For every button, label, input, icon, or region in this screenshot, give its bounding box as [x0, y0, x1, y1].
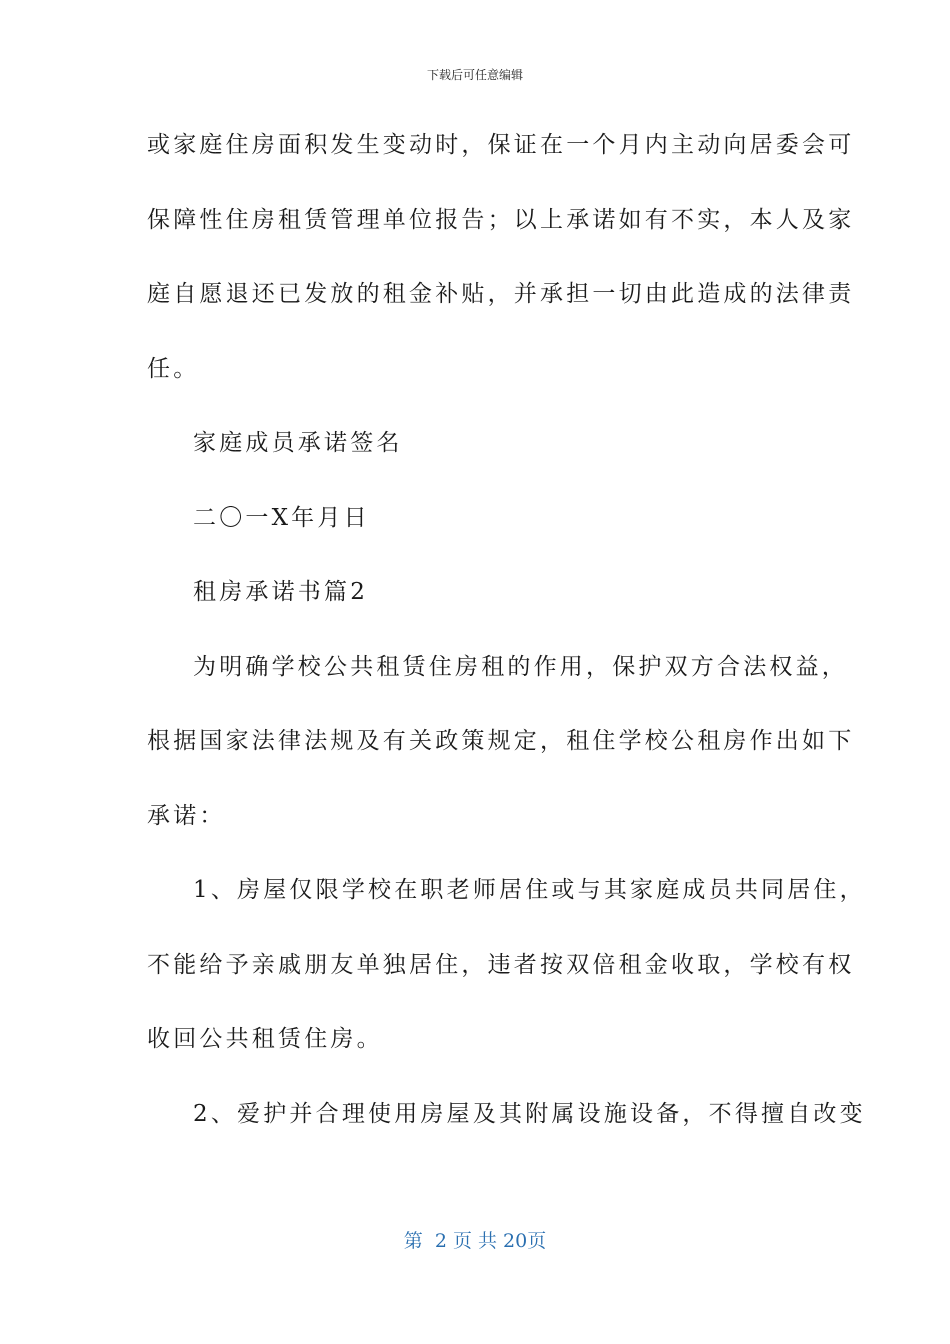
list-item-line: 收回公共租赁住房。	[147, 1026, 383, 1052]
page-header: 下载后可任意编辑	[426, 68, 523, 82]
paragraph-line: 任。	[147, 355, 200, 382]
paragraph-line: 承诺：	[147, 802, 226, 829]
document-body	[147, 119, 866, 1162]
paragraph-line: 为明确学校公共租赁住房租的作用，保护双方合法权益，	[193, 653, 848, 680]
signature-label: 家庭成员承诺签名	[193, 430, 403, 456]
page-footer: 第 2 页 共 20页	[403, 1230, 547, 1252]
list-item-line: 1、房屋仅限学校在职老师居住或与其家庭成员共同居住，	[193, 877, 866, 903]
paragraph-line: 或家庭住房面积发生变动时，保证在一个月内主动向居委会可	[147, 132, 855, 158]
paragraph-line: 根据国家法律法规及有关政策规定，租住学校公租房作出如下	[147, 728, 855, 754]
date-line: 二〇一X年月日	[193, 504, 370, 531]
section-title: 租房承诺书篇2	[193, 579, 369, 605]
list-item-line: 2、爱护并合理使用房屋及其附属设施设备，不得擅自改变	[193, 1100, 866, 1127]
list-item-line: 不能给予亲戚朋友单独居住，违者按双倍租金收取，学校有权	[147, 951, 855, 978]
paragraph-line: 庭自愿退还已发放的租金补贴，并承担一切由此造成的法律责	[147, 281, 855, 307]
paragraph-line: 保障性住房租赁管理单位报告；以上承诺如有不实，本人及家	[147, 206, 855, 233]
